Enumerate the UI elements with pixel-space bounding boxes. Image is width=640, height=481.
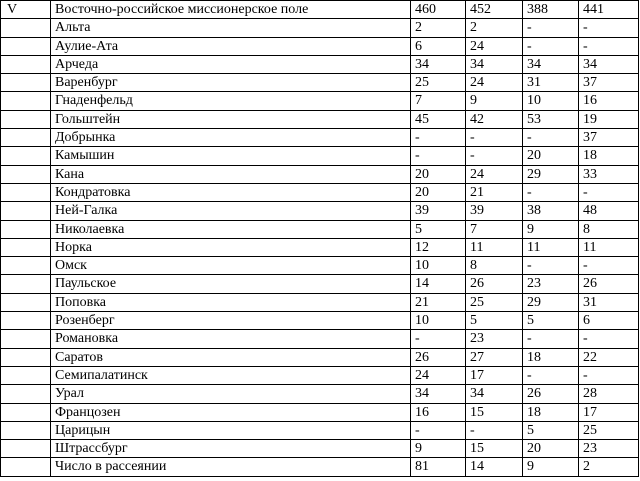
section-cell	[1, 348, 51, 366]
value-cell: 17	[579, 403, 639, 421]
section-cell	[1, 147, 51, 165]
value-cell: 10	[411, 257, 466, 275]
value-cell: 42	[466, 110, 523, 128]
value-cell: 8	[466, 257, 523, 275]
value-cell: 21	[411, 293, 466, 311]
location-name: Семипалатинск	[51, 366, 411, 384]
value-cell: -	[579, 257, 639, 275]
value-cell: 10	[411, 312, 466, 330]
value-cell: -	[579, 330, 639, 348]
location-name: Аулие-Ата	[51, 37, 411, 55]
section-numeral: V	[1, 1, 51, 19]
value-cell: -	[411, 147, 466, 165]
section-cell	[1, 183, 51, 201]
location-name: Кана	[51, 165, 411, 183]
value-cell: 45	[411, 110, 466, 128]
section-cell	[1, 110, 51, 128]
value-cell: 26	[466, 275, 523, 293]
location-name: Норка	[51, 238, 411, 256]
value-cell: 452	[466, 1, 523, 19]
value-cell: 11	[466, 238, 523, 256]
location-name: Камышин	[51, 147, 411, 165]
value-cell: -	[411, 421, 466, 439]
section-cell	[1, 92, 51, 110]
value-cell: -	[523, 257, 579, 275]
table-row	[1, 147, 639, 165]
value-cell: 37	[579, 74, 639, 92]
value-cell: 5	[523, 312, 579, 330]
value-cell: 34	[579, 55, 639, 73]
value-cell: 26	[523, 385, 579, 403]
location-name: Николаевка	[51, 220, 411, 238]
section-cell	[1, 74, 51, 92]
value-cell: 17	[466, 366, 523, 384]
value-cell: 23	[579, 440, 639, 458]
value-cell: 441	[579, 1, 639, 19]
value-cell: 18	[523, 403, 579, 421]
table-row	[1, 129, 639, 147]
value-cell: 29	[523, 293, 579, 311]
table-row	[1, 1, 639, 19]
value-cell: -	[523, 37, 579, 55]
table-row	[1, 366, 639, 384]
section-cell	[1, 421, 51, 439]
table-row	[1, 257, 639, 275]
location-name: Арчеда	[51, 55, 411, 73]
table-row	[1, 458, 639, 476]
section-cell	[1, 238, 51, 256]
value-cell: -	[523, 129, 579, 147]
value-cell: 11	[523, 238, 579, 256]
value-cell: 38	[523, 202, 579, 220]
value-cell: 9	[466, 92, 523, 110]
table-row	[1, 330, 639, 348]
value-cell: 24	[411, 366, 466, 384]
table-row	[1, 312, 639, 330]
location-name: Ней-Галка	[51, 202, 411, 220]
value-cell: 2	[579, 458, 639, 476]
section-cell	[1, 458, 51, 476]
value-cell: 15	[466, 440, 523, 458]
section-cell	[1, 257, 51, 275]
value-cell: 18	[523, 348, 579, 366]
value-cell: 20	[411, 165, 466, 183]
value-cell: 28	[579, 385, 639, 403]
table-row	[1, 440, 639, 458]
location-name: Поповка	[51, 293, 411, 311]
table-row	[1, 92, 639, 110]
location-name: Романовка	[51, 330, 411, 348]
value-cell: 6	[579, 312, 639, 330]
value-cell: -	[523, 330, 579, 348]
location-name: Розенберг	[51, 312, 411, 330]
value-cell: 10	[523, 92, 579, 110]
value-cell: 6	[411, 37, 466, 55]
value-cell: 34	[523, 55, 579, 73]
value-cell: 25	[466, 293, 523, 311]
value-cell: 20	[523, 440, 579, 458]
value-cell: -	[523, 183, 579, 201]
value-cell: 25	[579, 421, 639, 439]
table-row	[1, 55, 639, 73]
value-cell: 15	[466, 403, 523, 421]
section-cell	[1, 37, 51, 55]
section-cell	[1, 440, 51, 458]
value-cell: 14	[411, 275, 466, 293]
table-row	[1, 403, 639, 421]
value-cell: 9	[523, 220, 579, 238]
location-name: Гнаденфельд	[51, 92, 411, 110]
value-cell: 39	[466, 202, 523, 220]
table-row	[1, 421, 639, 439]
value-cell: 23	[523, 275, 579, 293]
value-cell: 388	[523, 1, 579, 19]
section-cell	[1, 275, 51, 293]
value-cell: 24	[466, 37, 523, 55]
value-cell: -	[579, 366, 639, 384]
section-cell	[1, 19, 51, 37]
table-row	[1, 183, 639, 201]
table-row	[1, 348, 639, 366]
table-row	[1, 165, 639, 183]
location-name: Саратов	[51, 348, 411, 366]
section-cell	[1, 330, 51, 348]
value-cell: 20	[411, 183, 466, 201]
value-cell: 33	[579, 165, 639, 183]
table-row	[1, 74, 639, 92]
value-cell: 16	[579, 92, 639, 110]
location-name: Число в рассеянии	[51, 458, 411, 476]
location-name: Варенбург	[51, 74, 411, 92]
value-cell: 24	[466, 165, 523, 183]
location-name: Францозен	[51, 403, 411, 421]
value-cell: 31	[579, 293, 639, 311]
value-cell: 27	[466, 348, 523, 366]
value-cell: -	[466, 421, 523, 439]
value-cell: -	[411, 330, 466, 348]
value-cell: 29	[523, 165, 579, 183]
value-cell: 5	[411, 220, 466, 238]
location-name: Альта	[51, 19, 411, 37]
table-row	[1, 275, 639, 293]
value-cell: -	[466, 129, 523, 147]
value-cell: 39	[411, 202, 466, 220]
location-name: Восточно-российское миссионерское поле	[51, 1, 411, 19]
location-name: Добрынка	[51, 129, 411, 147]
value-cell: 24	[466, 74, 523, 92]
value-cell: -	[523, 19, 579, 37]
value-cell: 20	[523, 147, 579, 165]
value-cell: 48	[579, 202, 639, 220]
value-cell: 81	[411, 458, 466, 476]
location-name: Гольштейн	[51, 110, 411, 128]
table-row	[1, 110, 639, 128]
value-cell: 9	[411, 440, 466, 458]
value-cell: 22	[579, 348, 639, 366]
table-row	[1, 19, 639, 37]
section-cell	[1, 293, 51, 311]
value-cell: 18	[579, 147, 639, 165]
value-cell: 34	[411, 385, 466, 403]
value-cell: -	[411, 129, 466, 147]
value-cell: 460	[411, 1, 466, 19]
value-cell: 26	[579, 275, 639, 293]
location-name: Омск	[51, 257, 411, 275]
value-cell: 2	[411, 19, 466, 37]
value-cell: -	[466, 147, 523, 165]
value-cell: -	[579, 37, 639, 55]
value-cell: 21	[466, 183, 523, 201]
section-cell	[1, 202, 51, 220]
value-cell: 5	[523, 421, 579, 439]
location-name: Кондратовка	[51, 183, 411, 201]
value-cell: 26	[411, 348, 466, 366]
value-cell: 9	[523, 458, 579, 476]
value-cell: 53	[523, 110, 579, 128]
value-cell: 16	[411, 403, 466, 421]
value-cell: 34	[466, 385, 523, 403]
value-cell: 23	[466, 330, 523, 348]
section-cell	[1, 385, 51, 403]
value-cell: 37	[579, 129, 639, 147]
table-row	[1, 37, 639, 55]
value-cell: 2	[466, 19, 523, 37]
table-row	[1, 293, 639, 311]
value-cell: 19	[579, 110, 639, 128]
value-cell: 12	[411, 238, 466, 256]
value-cell: 5	[466, 312, 523, 330]
section-cell	[1, 55, 51, 73]
value-cell: 14	[466, 458, 523, 476]
section-cell	[1, 165, 51, 183]
value-cell: 11	[579, 238, 639, 256]
table-body	[1, 1, 639, 477]
table-row	[1, 220, 639, 238]
table-row	[1, 385, 639, 403]
value-cell: 7	[411, 92, 466, 110]
value-cell: 25	[411, 74, 466, 92]
section-cell	[1, 366, 51, 384]
section-cell	[1, 129, 51, 147]
location-name: Паульское	[51, 275, 411, 293]
value-cell: 34	[411, 55, 466, 73]
value-cell: 7	[466, 220, 523, 238]
location-name: Царицын	[51, 421, 411, 439]
value-cell: 31	[523, 74, 579, 92]
location-name: Урал	[51, 385, 411, 403]
section-cell	[1, 312, 51, 330]
value-cell: -	[523, 366, 579, 384]
location-name: Штрассбург	[51, 440, 411, 458]
value-cell: -	[579, 19, 639, 37]
value-cell: 34	[466, 55, 523, 73]
table-row	[1, 238, 639, 256]
table-row	[1, 202, 639, 220]
section-cell	[1, 220, 51, 238]
value-cell: 8	[579, 220, 639, 238]
section-cell	[1, 403, 51, 421]
value-cell: -	[579, 183, 639, 201]
